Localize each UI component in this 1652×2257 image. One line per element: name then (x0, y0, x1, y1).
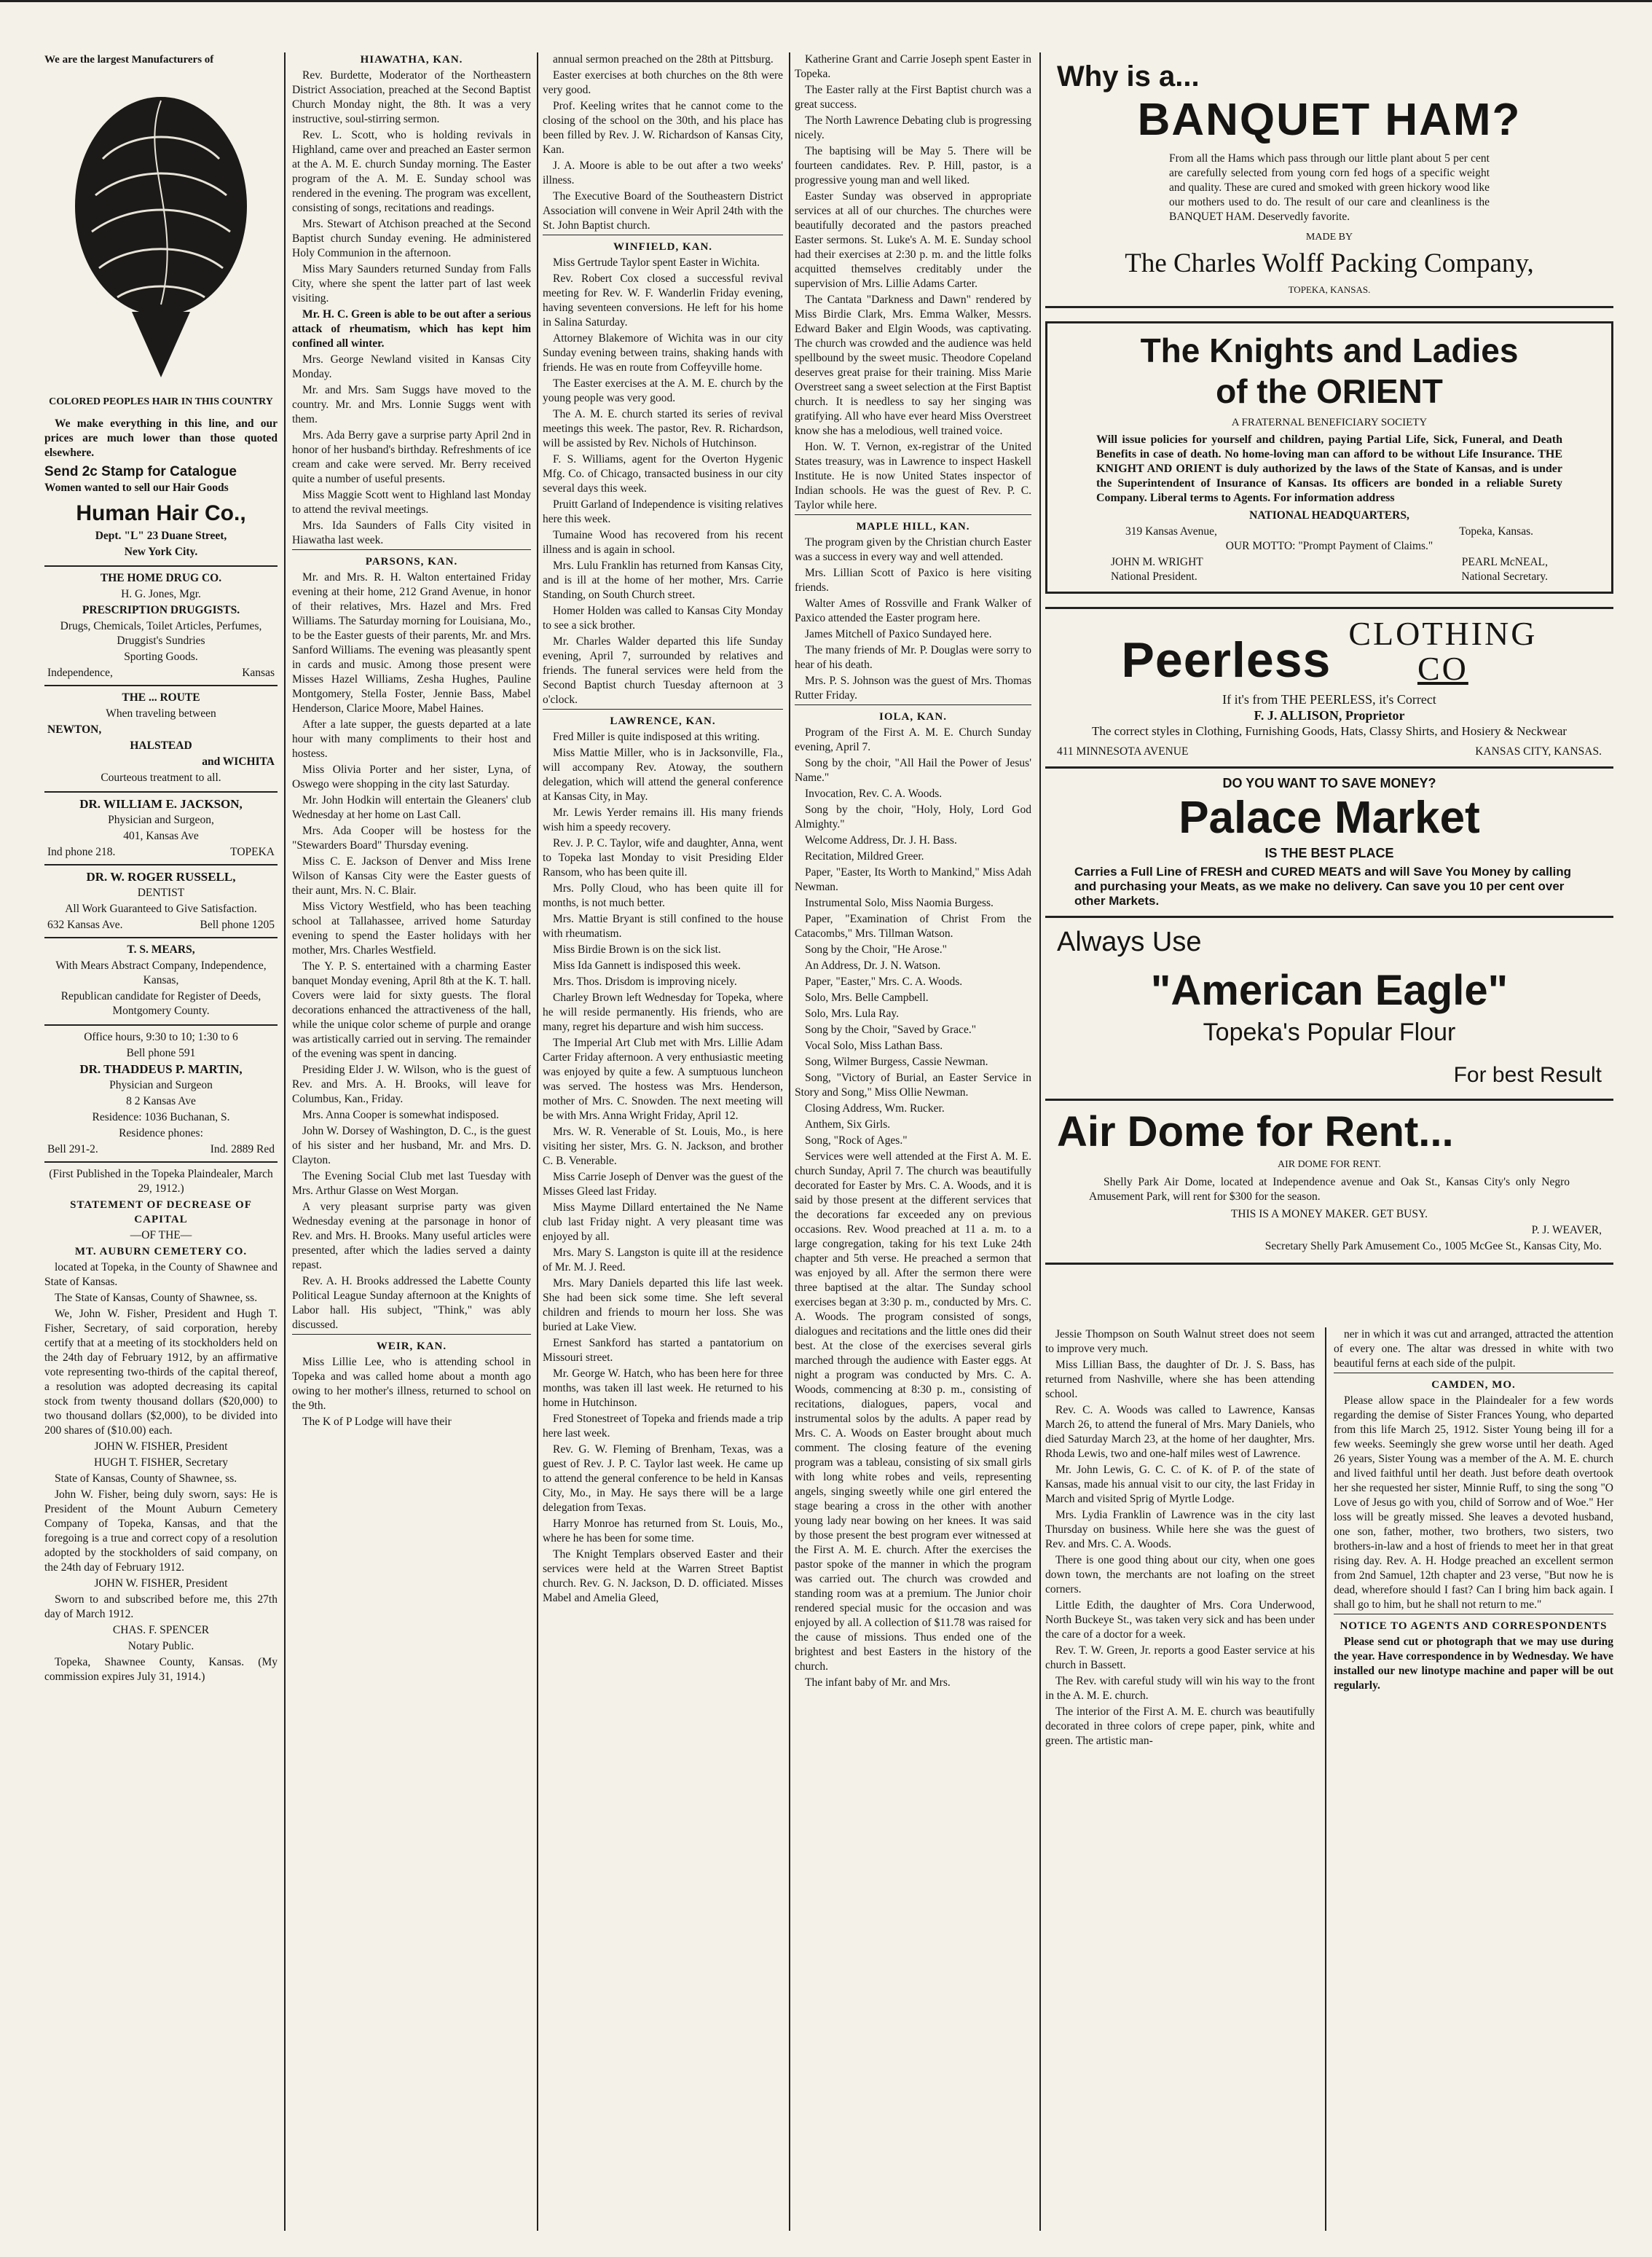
palace-body: Carries a Full Line of FRESH and CURED MEATS and will Save You Money by calling and purchasing your Meats, as we make no delivery. Can save you 10 per cent over other Markets. (1074, 865, 1572, 908)
program-item: Closing Address, Wm. Rucker. (805, 1102, 945, 1115)
ham-body: From all the Hams which pass through our little plant about 5 per cent are carefully selected from young corn fed hogs of a specific weight and quality. These are cured and smoked with green hickory wood like our mothers used to do. The result of our care and cleanliness is the BANQUET HAM. Deservedly favorite. (1169, 152, 1490, 223)
peerless-ad (1045, 607, 1613, 769)
news-paragraph: Please allow space in the Plaindealer for a few words regarding the demise of Sister Frances Young, who departed from this life March 25, 1912. Sister Young being ill for a few weeks. Seemingly she grew worse until her death. Aged 26 years, Sister Young was a member of the A. M. E. church and lived faithful until her death. Just before death overtook her she requested her sister, Minnie Ruff, to sing the song "O Love of Jesus go with you, child of Sorrow and of Woe." Her loss will be greatly missed. She leaves a devoted husband, one son, father, mother, two brothers, two sisters, two brothers-in-law and a host of friends to meet her in that great rising day. Rev. A. H. Hodge preached an excellent sermon from 2nd Samuel, 12th chapter and 23 verse, "But now he is dead, wherefore should I fast? Can I bring him back again. I shall go to him, but he shall not return to me." (1334, 1394, 1613, 1611)
news-paragraph: Miss C. E. Jackson of Denver and Miss Irene Wilson of Kansas City were the Easter guests of their aunt, Mrs. N. C. Blair. (292, 855, 531, 897)
airdome-sig: P. J. WEAVER, (1531, 1224, 1602, 1236)
news-paragraph: annual sermon preached on the 28th at Pittsburg. (553, 53, 774, 66)
news-paragraph: Miss Carrie Joseph of Denver was the guest of the Misses Gleed last Friday. (543, 1171, 783, 1198)
column-rule (1325, 1327, 1326, 2231)
column-news-4 (795, 52, 1031, 2231)
hair-ad-address1: Dept. "L" 23 Duane Street, (95, 530, 227, 542)
legal-p4: State of Kansas, County of Shawnee, ss. (55, 1472, 237, 1485)
column-news-2 (292, 52, 531, 2231)
news-paragraph: Mrs. P. S. Johnson was the guest of Mrs. Thomas Rutter Friday. (795, 675, 1031, 702)
orient-ad (1045, 321, 1613, 594)
program-item: Instrumental Solo, Miss Naomia Burgess. (805, 897, 994, 909)
news-paragraph: F. S. Williams, agent for the Overton Hygenic Mfg. Co. of Chicago, transacted business in our city several days this week. (543, 453, 783, 495)
program-item: Song, Wilmer Burgess, Cassie Newman. (805, 1056, 988, 1068)
jackson-ad-line1: Physician and Surgeon, (108, 814, 214, 826)
news-paragraph: Tumaine Wood has recovered from his recent illness and is again in school. (543, 529, 783, 556)
column-ads-right (1045, 52, 1613, 1320)
news-paragraph: Mrs. Mary Daniels departed this life last week. She had been sick some time. She left several children and friends to mourn her loss. She was buried at Lake View. (543, 1277, 783, 1333)
mears-ad (44, 937, 278, 1024)
martin-ad-hours: Office hours, 9:30 to 10; 1:30 to 6 (84, 1031, 238, 1043)
program-item: Song, "Victory of Burial, an Easter Service in Story and Song," Miss Ollie Newman. (795, 1072, 1031, 1099)
news-paragraph: Mr. John Lewis, G. C. C. of K. of P. of the state of Kansas, made his annual visit to our city, the last Friday in March and visited Sprig of Myrtle Lodge. (1045, 1464, 1315, 1505)
news-paragraph: Mrs. Lillian Scott of Paxico is here visiting friends. (795, 567, 1031, 594)
program-item: Song by the choir, "Holy, Holy, Lord God Almighty." (795, 804, 1031, 831)
news-paragraph: Rev. G. W. Fleming of Brenham, Texas, was a guest of Rev. J. P. C. Taylor last week. He came up to attend the general conference to be held in Kansas City, Mo., in May. He says there will be a large delegation from Texas. (543, 1443, 783, 1514)
martin-ad-ind: Ind. 2889 Red (210, 1143, 275, 1155)
martin-ad-bell: Bell 291-2. (47, 1143, 98, 1155)
top-border (0, 0, 1652, 10)
program-item: An Address, Dr. J. N. Watson. (805, 959, 941, 972)
news-paragraph: The North Lawrence Debating club is progressing nicely. (795, 114, 1031, 141)
legal-sig3: JOHN W. FISHER, President (94, 1577, 228, 1590)
hair-ad-intro: We are the largest Manufacturers of (44, 54, 214, 66)
hair-ad-caption: COLORED PEOPLES HAIR IN THIS COUNTRY (49, 396, 273, 407)
program-item: Paper, "Easter, Its Worth to Mankind," Miss Adah Newman. (795, 866, 1031, 893)
hair-ad-stamp: Send 2c Stamp for Catalogue (44, 464, 237, 479)
column-rule (789, 52, 790, 2231)
news-paragraph: Rev. L. Scott, who is holding revivals in Highland, came over and preached an Easter sermon at the A. M. E. church Sunday morning. The Easter program of the A. M. E. Sunday school was rendered in the evening. The program was excellent, consisting of songs, recitations and readings. (292, 129, 531, 214)
news-paragraph: The program given by the Christian church Easter was a success in every way and well attended. (795, 536, 1031, 563)
orient-motto: OUR MOTTO: "Prompt Payment of Claims." (1225, 540, 1433, 552)
palace-name: Palace Market (1179, 793, 1480, 843)
news-paragraph: Prof. Keeling writes that he cannot come to the closing of the school on the 30th, and his place has been filled by Rev. J. W. Richardson of Kansas City, Kan. (543, 100, 783, 156)
program-item: Song by the Choir, "Saved by Grace." (805, 1024, 977, 1036)
martin-ad (44, 1024, 278, 1161)
news-paragraph: Easter Sunday was observed in appropriate services at all of our churches. The churches were beautifully decorated and the pastors preached Easter sermons. St. Luke's A. M. E. Sunday school had their exercises at 2:30 p. m. and the little folks acquitted themselves creditably under the supervision of Mrs. Lillie Adams Carter. (795, 190, 1031, 290)
orient-p2t: National Secretary. (1461, 570, 1548, 583)
column-news-3 (543, 52, 783, 2231)
route-ad-name: THE ... ROUTE (122, 691, 200, 704)
headline-weir: WEIR, KAN. (292, 1334, 531, 1354)
program-item: Song by the choir, "All Hail the Power of Jesus' Name." (795, 757, 1031, 784)
news-paragraph: Miss Lillian Bass, the daughter of Dr. J. S. Bass, has returned from Nashville, where she has been attending school. (1045, 1359, 1315, 1400)
route-ad (44, 685, 278, 791)
news-paragraph: Miss Olivia Porter and her sister, Lyna, of Oswego were shopping in the city last Saturday. (292, 764, 531, 790)
news-paragraph: Mrs. Thos. Drisdom is improving nicely. (553, 976, 737, 988)
jackson-ad-line2: 401, Kansas Ave (123, 830, 199, 842)
orient-hq: NATIONAL HEADQUARTERS, (1249, 509, 1409, 522)
jackson-ad-city: TOPEKA (230, 846, 275, 858)
news-paragraph: Attorney Blakemore of Wichita was in our city Sunday evening between trains, shaking hands with friends. He was en route from Coffeyville home. (543, 332, 783, 374)
russell-ad-line1: DENTIST (137, 887, 185, 899)
drug-ad-line1: PRESCRIPTION DRUGGISTS. (82, 604, 240, 616)
news-paragraph: Mr. Lewis Yerder remains ill. His many friends wish him a speedy recovery. (543, 806, 783, 833)
news-paragraph: The infant baby of Mr. and Mrs. (805, 1676, 951, 1689)
news-paragraph: Miss Mary Saunders returned Sunday from Falls City, where she spent the latter part of last week visiting. (292, 263, 531, 305)
news-paragraph: Please send cut or photograph that we may use during the year. Have correspondence in by Wednesday. We have installed our new linotype machine and paper will be out regularly. (1334, 1636, 1613, 1692)
news-paragraph: Jessie Thompson on South Walnut street does not seem to improve very much. (1045, 1328, 1315, 1355)
news-paragraph: A very pleasant surprise party was given Wednesday evening at the parsonage in honor of Rev. and Mrs. H. Brooks. Many useful articles were presented, after which the ladies served a dainty repast. (292, 1201, 531, 1271)
news-paragraph: Mr. George W. Hatch, who has been here for three months, was taken ill last week. He returned to his home in Hutchinson. (543, 1367, 783, 1409)
palace-market-ad (1045, 769, 1613, 918)
news-paragraph: Mr. and Mrs. R. H. Walton entertained Friday evening at their home, 212 Grand Avenue, in honor of their relatives, Mrs. Hazel and Mrs. Fred Williams. The Saturday morning for Louisiana, Mo., to be the Easter guests of their parents, Mr. and Mrs. Sanford Williams. The evening was pleasantly spent in cards and music. Among those present were Misses Hazel Williams, Zesha Hughes, Pauline Montgomery, Stella Foster, Jennie Bass, Mabel Henderson, Clarice Moore, Mabel Haines. (292, 571, 531, 715)
route-ad-line4: and WICHITA (202, 755, 275, 768)
russell-ad-phone: Bell phone 1205 (200, 919, 275, 931)
news-paragraph: Miss Mayme Dillard entertained the Ne Name club last Friday night. A very pleasant time was enjoyed by all. (543, 1201, 783, 1243)
drug-ad-name: THE HOME DRUG CO. (100, 572, 222, 584)
news-paragraph: James Mitchell of Paxico Sundayed here. (805, 628, 992, 640)
news-paragraph: Rev. A. H. Brooks addressed the Labette County Political League Sunday afternoon at the Knights of Labor hall. His subject, "Think," was ably discussed. (292, 1275, 531, 1331)
legal-title3: MT. AUBURN CEMETERY CO. (74, 1246, 248, 1257)
news-paragraph: J. A. Moore is able to be out after a two weeks' illness. (543, 160, 783, 187)
news-paragraph: The interior of the First A. M. E. church was beautifully decorated in three colors of crepe paper, pink, white and green. The artistic man- (1045, 1705, 1315, 1747)
news-paragraph: The baptising will be May 5. There will be fourteen candidates. Rev. P. Hill, pastor, is a progressive young man and well liked. (795, 145, 1031, 187)
news-paragraph: The Executive Board of the Southeastern District Association will convene in Weir April 24th with the St. John Baptist church. (543, 190, 783, 232)
airdome-sig2: Secretary Shelly Park Amusement Co., 1005 McGee St., Kansas City, Mo. (1264, 1240, 1602, 1252)
orient-t1: The Knights and Ladies (1140, 331, 1519, 369)
orient-p1t: National President. (1111, 570, 1197, 583)
palace-q: DO YOU WANT TO SAVE MONEY? (1222, 776, 1436, 790)
news-paragraph: Mr. and Mrs. Sam Suggs have moved to the country. Mr. and Mrs. Lonnie Suggs went with them. (292, 384, 531, 425)
drug-ad-line2: Drugs, Chemicals, Toilet Articles, Perfumes, Druggist's Sundries (60, 620, 262, 647)
column-rule (284, 52, 286, 2231)
news-paragraph: John W. Dorsey of Washington, D. C., is the guest of his sister and her husband, Mr. and Mrs. D. Clayton. (292, 1125, 531, 1166)
news-paragraph: Mrs. Ida Saunders of Falls City visited in Hiawatha last week. (292, 519, 531, 546)
news-paragraph: Easter exercises at both churches on the 8th were very good. (543, 69, 783, 96)
news-paragraph: Mrs. Ada Berry gave a surprise party April 2nd in honor of her husband's birthday. Refreshments of ice cream and cake were served. Mr. Berry received quite a number of useful presents. (292, 429, 531, 485)
news-paragraph: Mrs. George Newland visited in Kansas City Monday. (292, 353, 531, 380)
news-paragraph: Mrs. Polly Cloud, who has been quite ill for months, is not much better. (543, 882, 783, 909)
iola-program (795, 756, 1031, 1148)
headline-iola: IOLA, KAN. (795, 704, 1031, 724)
legal-p6: Sworn to and subscribed before me, this 27th day of March 1912. (44, 1593, 278, 1620)
news-paragraph: The Knight Templars observed Easter and their services were held at the Warren Street Baptist church. Rev. G. N. Jackson, D. D. officiated. Misses Mabel and Amelia Gleed, (543, 1548, 783, 1604)
legal-notice (44, 1161, 278, 1684)
news-paragraph: Mr. Charles Walder departed this life Sunday evening, April 7, surrounded by relatives and friends. The funeral services were held from the Second Baptist church Tuesday afternoon at 3 o'clock. (543, 635, 783, 706)
legal-sig2: HUGH T. FISHER, Secretary (93, 1456, 229, 1469)
ham-city: TOPEKA, KANSAS. (1288, 284, 1371, 295)
eagle-t4: For best Result (1453, 1063, 1602, 1087)
headline-winfield: WINFIELD, KAN. (543, 235, 783, 254)
martin-ad-line1: Physician and Surgeon (109, 1079, 213, 1091)
program-item: Song by the Choir, "He Arose." (805, 943, 948, 956)
airdome-sub: AIR DOME FOR RENT. (1277, 1159, 1382, 1170)
airdome-tag: THIS IS A MONEY MAKER. GET BUSY. (1230, 1208, 1428, 1220)
news-paragraph: Mr. John Hodkin will entertain the Gleaners' club Wednesday at her home on Last Call. (292, 794, 531, 821)
headline-notice: NOTICE TO AGENTS AND CORRESPONDENTS (1334, 1614, 1613, 1633)
news-paragraph: The Easter exercises at the A. M. E. church by the young people was very good. (543, 377, 783, 404)
program-item: Welcome Address, Dr. J. H. Bass. (805, 834, 957, 847)
peerless-city: KANSAS CITY, KANSAS. (1475, 745, 1602, 758)
martin-ad-bphone: Bell phone 591 (126, 1047, 196, 1059)
peerless-name3: CO (1417, 650, 1468, 687)
peerless-name2: CLOTHING (1348, 615, 1538, 652)
legal-p5: John W. Fisher, being duly sworn, says: He is President of the Mount Auburn Cemetery Company of Topeka, Kansas, and that the foregoing is a true and correct copy of a resolution adopted by the stockholders of said company, on the 24th day of February 1912. (44, 1488, 278, 1574)
news-paragraph: Miss Mattie Miller, who is in Jacksonville, Fla., will accompany Rev. Atoway, the southern delegation, which will attend the general conference at Kansas City, in May. (543, 747, 783, 803)
news-paragraph: The Rev. with careful study will win his way to the front in the A. M. E. church. (1045, 1675, 1315, 1702)
peerless-body: The correct styles in Clothing, Furnishing Goods, Hats, Classy Shirts, and Hosiery & Neckwear (1091, 724, 1568, 738)
news-paragraph: Mrs. Lulu Franklin has returned from Kansas City, and is ill at the home of her mother, Mrs. Carrie Standing, on South Church street. (543, 560, 783, 601)
drug-ad-line3: Sporting Goods. (124, 651, 198, 663)
hair-ad-body: We make everything in this line, and our prices are much lower than those quoted elsewhere. (44, 417, 278, 459)
news-paragraph: Fred Stonestreet of Topeka and friends made a trip here last week. (543, 1413, 783, 1440)
news-paragraph: Fred Miller is quite indisposed at this writing. (553, 731, 760, 743)
eagle-t2: "American Eagle" (1150, 967, 1509, 1014)
legal-sig1: JOHN W. FISHER, President (94, 1440, 228, 1453)
news-paragraph: Miss Lillie Lee, who is attending school in Topeka and was called home about a month ago owing to her mother's illness, returned to school on the 9th. (292, 1356, 531, 1412)
news-paragraph: ner in which it was cut and arranged, attracted the attention of every one. The altar was dressed in white with two beautiful ferns at each side of the pulpit. (1334, 1328, 1613, 1370)
column-rule (1039, 52, 1041, 2231)
drug-ad-place: Independence, (47, 667, 113, 679)
news-paragraph: Walter Ames of Rossville and Frank Walker of Paxico attended the Easter program here. (795, 597, 1031, 624)
legal-p7: Topeka, Shawnee County, Kansas. (My commission expires July 31, 1914.) (44, 1656, 278, 1683)
orient-p2: PEARL McNEAL, (1461, 556, 1548, 568)
news-paragraph: Charley Brown left Wednesday for Topeka, where he will reside permanently. His friends, who are many, regret his departure and wish him success. (543, 992, 783, 1033)
russell-ad-line2: All Work Guaranteed to Give Satisfaction. (65, 903, 257, 915)
orient-t3: A FRATERNAL BENEFICIARY SOCIETY (1231, 417, 1428, 428)
column-news-5a (1045, 1327, 1315, 2231)
column-news-5b (1334, 1327, 1613, 2231)
news-paragraph: Mrs. Ada Cooper will be hostess for the "Stewarders Board" Thursday evening. (292, 825, 531, 852)
news-paragraph: Mrs. Mary S. Langston is quite ill at the residence of Mr. M. J. Reed. (543, 1247, 783, 1273)
news-paragraph: Mrs. Mattie Bryant is still confined to the house with rheumatism. (543, 913, 783, 940)
orient-body: Will issue policies for yourself and children, paying Partial Life, Sick, Funeral, and Death Benefits in case of death. No home-loving man can afford to be without Life Insurance. THE KNIGHT AND ORIENT is duly authorized by the laws of the State of Kansas, and is under the Superintendent of Insurance of Kansas. Its officers are bonded in a reliable Surety Company. Liberal terms to Agents. For information address (1096, 433, 1562, 504)
column-ads-left (44, 52, 278, 2231)
legal-p1: located at Topeka, in the County of Shawnee and State of Kansas. (44, 1261, 278, 1288)
martin-ad-name: DR. THADDEUS P. MARTIN, (79, 1062, 243, 1076)
news-paragraph: Miss Victory Westfield, who has been teaching school at Tallahassee, arrived home Saturday evening to spend the Easter holidays with her mother, Mrs. Charles Westfield. (292, 900, 531, 957)
program-item: Solo, Mrs. Belle Campbell. (805, 992, 929, 1004)
orient-p1: JOHN M. WRIGHT (1111, 556, 1203, 568)
mears-ad-line2: Republican candidate for Register of Deeds, Montgomery County. (60, 990, 261, 1017)
news-paragraph: Miss Maggie Scott went to Highland last Monday to attend the revival meetings. (292, 489, 531, 516)
news-paragraph: The Y. P. S. entertained with a charming Easter banquet Monday evening, April 8th at the K. T. hall. Covers were laid for sixty guests. The floral decorations enhanced the attractiveness of the hall, while the unique color scheme of purple and orange was artistically carried out in serving. The remainder of the evening was spent in dancing. (292, 960, 531, 1060)
news-paragraph: The K of P Lodge will have their (302, 1416, 452, 1428)
drug-ad (44, 565, 278, 685)
news-paragraph: Little Edith, the daughter of Mrs. Cora Underwood, North Buckeye St., was taken very sick and has been under the care of a doctor for a week. (1045, 1599, 1315, 1641)
banquet-ham-ad (1045, 52, 1613, 308)
peerless-prop: F. J. ALLISON, Proprietor (1254, 708, 1405, 723)
news-paragraph: Rev. C. A. Woods was called to Lawrence, Kansas March 26, to attend the funeral of Mrs. Mary Daniels, who died Saturday March 23, at the home of her daughter, Mrs. Rhoda Lewis, two and one-half miles west of Lawrence. (1045, 1404, 1315, 1460)
news-paragraph: There is one good thing about our city, when one goes down town, the merchants are not loafing on the street corners. (1045, 1554, 1315, 1595)
news-paragraph: Miss Ida Gannett is indisposed this week. (553, 959, 741, 972)
route-ad-line5: Courteous treatment to all. (101, 772, 221, 784)
news-paragraph: The Cantata "Darkness and Dawn" rendered by Miss Birdie Clark, Mrs. Emma Walker, Messrs. Edward Baker and Elgin Woods, was captivating. The church was crowded and the audience was held spellbound by the sweet music. Theodore Copeland deserves great praise for their training. Miss Marie Overstreet sang a sweet selection at the First Baptist church. It is needless to say her singing was gratifying. All who have ever heard Miss Overstreet know she has a melodious, well trained voice. (795, 294, 1031, 437)
jackson-ad (44, 791, 278, 864)
palace-sub: IS THE BEST PLACE (1264, 846, 1394, 860)
american-eagle-ad (1045, 918, 1613, 1101)
mears-ad-line1: With Mears Abstract Company, Independence, Kansas, (55, 959, 267, 986)
news-paragraph: Rev. J. P. C. Taylor, wife and daughter, Anna, went to Topeka last Monday to visit Presiding Elder Ransom, who has been quite ill. (543, 837, 783, 879)
news-paragraph: Mrs. W. R. Venerable of St. Louis, Mo., is here visiting her sister, Mrs. G. N. Jackson, and brother C. B. Venerable. (543, 1126, 783, 1167)
legal-title2: —OF THE— (130, 1229, 192, 1241)
route-ad-line3: HALSTEAD (130, 739, 192, 752)
news-paragraph: Miss Gertrude Taylor spent Easter in Wichita. (553, 256, 760, 269)
hair-ad-firm: Human Hair Co., (76, 501, 246, 525)
news-paragraph: Katherine Grant and Carrie Joseph spent Easter in Topeka. (795, 53, 1031, 80)
eagle-t1: Always Use (1057, 927, 1202, 957)
jackson-ad-phone: Ind phone 218. (47, 846, 116, 858)
orient-city: Topeka, Kansas. (1459, 525, 1533, 538)
ham-made: MADE BY (1305, 232, 1353, 243)
news-paragraph: The many friends of Mr. P. Douglas were sorry to hear of his death. (795, 644, 1031, 671)
peerless-addr: 411 MINNESOTA AVENUE (1057, 745, 1189, 758)
hair-ad-wanted: Women wanted to sell our Hair Goods (44, 482, 229, 494)
news-paragraph: The Easter rally at the First Baptist church was a great success. (795, 84, 1031, 111)
mears-ad-name: T. S. MEARS, (127, 943, 195, 956)
news-paragraph: Rev. Robert Cox closed a successful revival meeting for Rev. W. F. Wanderlin Friday evening, having seventeen conversions. He left for his home in Salina Saturday. (543, 272, 783, 329)
program-item: Paper, "Easter," Mrs. C. A. Woods. (805, 976, 963, 988)
news-paragraph: Miss Birdie Brown is on the sick list. (553, 943, 721, 956)
headline-parsons: PARSONS, KAN. (292, 549, 531, 569)
eagle-t3: Topeka's Popular Flour (1203, 1018, 1456, 1046)
russell-ad (44, 864, 278, 937)
drug-ad-state: Kansas (242, 667, 275, 679)
legal-p2: The State of Kansas, County of Shawnee, ss. (55, 1292, 258, 1304)
column-rule (537, 52, 538, 2231)
ham-q1: Why is a... (1057, 60, 1200, 93)
headline-maple-hill: MAPLE HILL, KAN. (795, 514, 1031, 534)
legal-p3: We, John W. Fisher, President and Hugh T. Fisher, Secretary, of said corporation, hereby certify that at a meeting of its stockholders held on the 24th day of February 1912, by an affirmative vote representing two-thirds of the capital thereof, a resolution was adopted decreasing its capital stock from twenty thousand dollars ($20,000) to two thousand dollars ($2,000), to be divided into 200 shares of ($10.00) each. (44, 1308, 278, 1437)
news-paragraph: Homer Holden was called to Kansas City Monday to see a sick brother. (543, 605, 783, 632)
program-item: Solo, Mrs. Lula Ray. (805, 1008, 900, 1020)
russell-ad-name: DR. W. ROGER RUSSELL, (86, 870, 236, 884)
airdome-title: Air Dome for Rent... (1057, 1108, 1454, 1155)
russell-ad-address: 632 Kansas Ave. (47, 919, 123, 931)
orient-t2: of the ORIENT (1216, 372, 1443, 410)
martin-ad-residence: Residence: 1036 Buchanan, S. (92, 1111, 230, 1123)
jackson-ad-name: DR. WILLIAM E. JACKSON, (79, 797, 243, 811)
martin-ad-phones: Residence phones: (119, 1127, 203, 1139)
ham-firm: The Charles Wolff Packing Company, (1125, 248, 1534, 278)
peerless-name1: Peerless (1121, 632, 1332, 688)
program-item: Vocal Solo, Miss Lathan Bass. (805, 1040, 943, 1052)
program-item: Anthem, Six Girls. (805, 1118, 891, 1131)
news-paragraph: Rev. Burdette, Moderator of the Northeastern District Association, preached at the Second Baptist Church Monday night, the 8th. It was a very instructive, soul-stirring sermon. (292, 69, 531, 125)
air-dome-ad (1045, 1101, 1613, 1265)
orient-addr: 319 Kansas Avenue, (1125, 525, 1217, 538)
legal-sig5: Notary Public. (127, 1640, 194, 1652)
news-paragraph: Mrs. Anna Cooper is somewhat indisposed. (302, 1109, 499, 1121)
news-paragraph: Mrs. Lydia Franklin of Lawrence was in the city last Thursday on business. While here she was the guest of Rev. and Mrs. C. A. Woods. (1045, 1509, 1315, 1550)
news-paragraph: Pruitt Garland of Independence is visiting relatives here this week. (543, 498, 783, 525)
headline-hiawatha: HIAWATHA, KAN. (360, 54, 463, 66)
headline-camden: CAMDEN, MO. (1334, 1373, 1613, 1392)
news-paragraph: Services were well attended at the First A. M. E. church Sunday, April 7. The church was beautifully decorated for Easter by Mrs. C. A. Woods, and it is said by those present at the different services that the decorations far exceeded any on previous occasions. Rev. Wood preached at 11 a. m. to a large congregation, taking for his text Luke 24th chapter and 5th verse. He preached a sermon that was enjoyed by all. After the sermon there were three baptised at the altar. The Sunday school exercises began at 3:30 p. m., conducted by Mrs. C. A. Woods. The program consisted of songs, dialogues and recitations and the little ones did their best. At the close of the exercises several girls marched through the audience with Easter eggs. At night a program was conducted by Mrs. C. A. Woods, commencing at 8:30 p. m., consisting of recitations, dialogues, papers, vocal and instrumental solos by the adults. A paper read by Mrs. C. A. Woods on Easter brought about much comment. The closing feature of the evening program was a tableau, consisting of six small girls with long white robes and veils, representing angels, singing sweetly while one girl entered the stage bearing a cross in the other with another young lady near bowing on her knees. It was said by those present the best program ever witnessed at the First A. M. E. church. After the exercises the pastor spoke of the manner in which the program was carried out. The church was crowded and standing room was at a premium. The Junior choir rendered special music for the occasion and was enjoyed by all. A collection of $11.78 was raised for the cause of missions. Thus ended one of the brightest and best Easters in the history of the church. (795, 1150, 1031, 1673)
hair-ad-address2: New York City. (124, 546, 198, 558)
legal-sig4: CHAS. F. SPENCER (112, 1624, 210, 1636)
news-paragraph: Rev. T. W. Green, Jr. reports a good Easter service at his church in Bassett. (1045, 1644, 1315, 1671)
hair-bun-illustration (52, 71, 270, 392)
news-paragraph: Harry Monroe has returned from St. Louis, Mo., where he has been for some time. (543, 1518, 783, 1544)
peerless-tag: If it's from THE PEERLESS, it's Correct (1222, 692, 1436, 707)
martin-ad-line2: 8 2 Kansas Ave (126, 1095, 196, 1107)
hair-ad (44, 52, 278, 560)
program-item: Song, "Rock of Ages." (805, 1134, 908, 1147)
news-paragraph: Mr. H. C. Green is able to be out after a serious attack of rheumatism, which has kept him confined all winter. (292, 308, 531, 350)
news-paragraph: Program of the First A. M. E. Church Sunday evening, April 7. (795, 726, 1031, 753)
news-paragraph: The Imperial Art Club met with Mrs. Lillie Adam Carter Friday afternoon. A very enthusiastic meeting was enjoyed by quite a few. A sumptuous luncheon was served. The hostess was Mrs. Henderson, mother of Mrs. C. Snowden. The next meeting will be with Mrs. Anna Wright Friday, April 12. (543, 1037, 783, 1122)
newspaper-page (40, 45, 1613, 2231)
route-ad-line2: NEWTON, (47, 723, 102, 736)
route-ad-line1: When traveling between (106, 707, 216, 720)
drug-ad-proprietor: H. G. Jones, Mgr. (121, 588, 201, 600)
program-item: Paper, "Examination of Christ From the Catacombs," Mrs. Tillman Watson. (795, 913, 1031, 940)
news-paragraph: The A. M. E. church started its series of revival meetings this week. The pastor, Rev. R. Richardson, will be assisted by Rev. Nichols of Hutchinson. (543, 408, 783, 450)
program-item: Recitation, Mildred Greer. (805, 850, 924, 863)
news-paragraph: Mrs. Stewart of Atchison preached at the Second Baptist church Sunday evening. He administered Holy Communion in the afternoon. (292, 218, 531, 259)
news-paragraph: The Evening Social Club met last Tuesday with Mrs. Arthur Glasse on West Morgan. (292, 1170, 531, 1197)
program-item: Invocation, Rev. C. A. Woods. (805, 788, 943, 800)
ham-q2: BANQUET HAM? (1137, 95, 1522, 145)
news-paragraph: Ernest Sankford has started a pantatorium on Missouri street. (543, 1337, 783, 1364)
airdome-body: Shelly Park Air Dome, located at Independence avenue and Oak St., Kansas City's only Negro Amusement Park, will rent for $300 for the season. (1089, 1176, 1570, 1203)
legal-pub: (First Published in the Topeka Plaindealer, March 29, 1912.) (49, 1168, 273, 1195)
legal-title1: STATEMENT OF DECREASE OF CAPITAL (70, 1199, 252, 1225)
news-paragraph: After a late supper, the guests departed at a late hour with many compliments to their host and hostess. (292, 718, 531, 760)
news-paragraph: Presiding Elder J. W. Wilson, who is the guest of Rev. and Mrs. A. H. Brooks, will leave for Columbus, Kan., Friday. (292, 1064, 531, 1105)
news-paragraph: Hon. W. T. Vernon, ex-registrar of the United States treasury, was in Lawrence to inspect Haskell Institute. He is now United States inspector of Indian schools. He was the guest of Rev. P. C. Taylor while here. (795, 441, 1031, 511)
headline-lawrence: LAWRENCE, KAN. (543, 709, 783, 729)
